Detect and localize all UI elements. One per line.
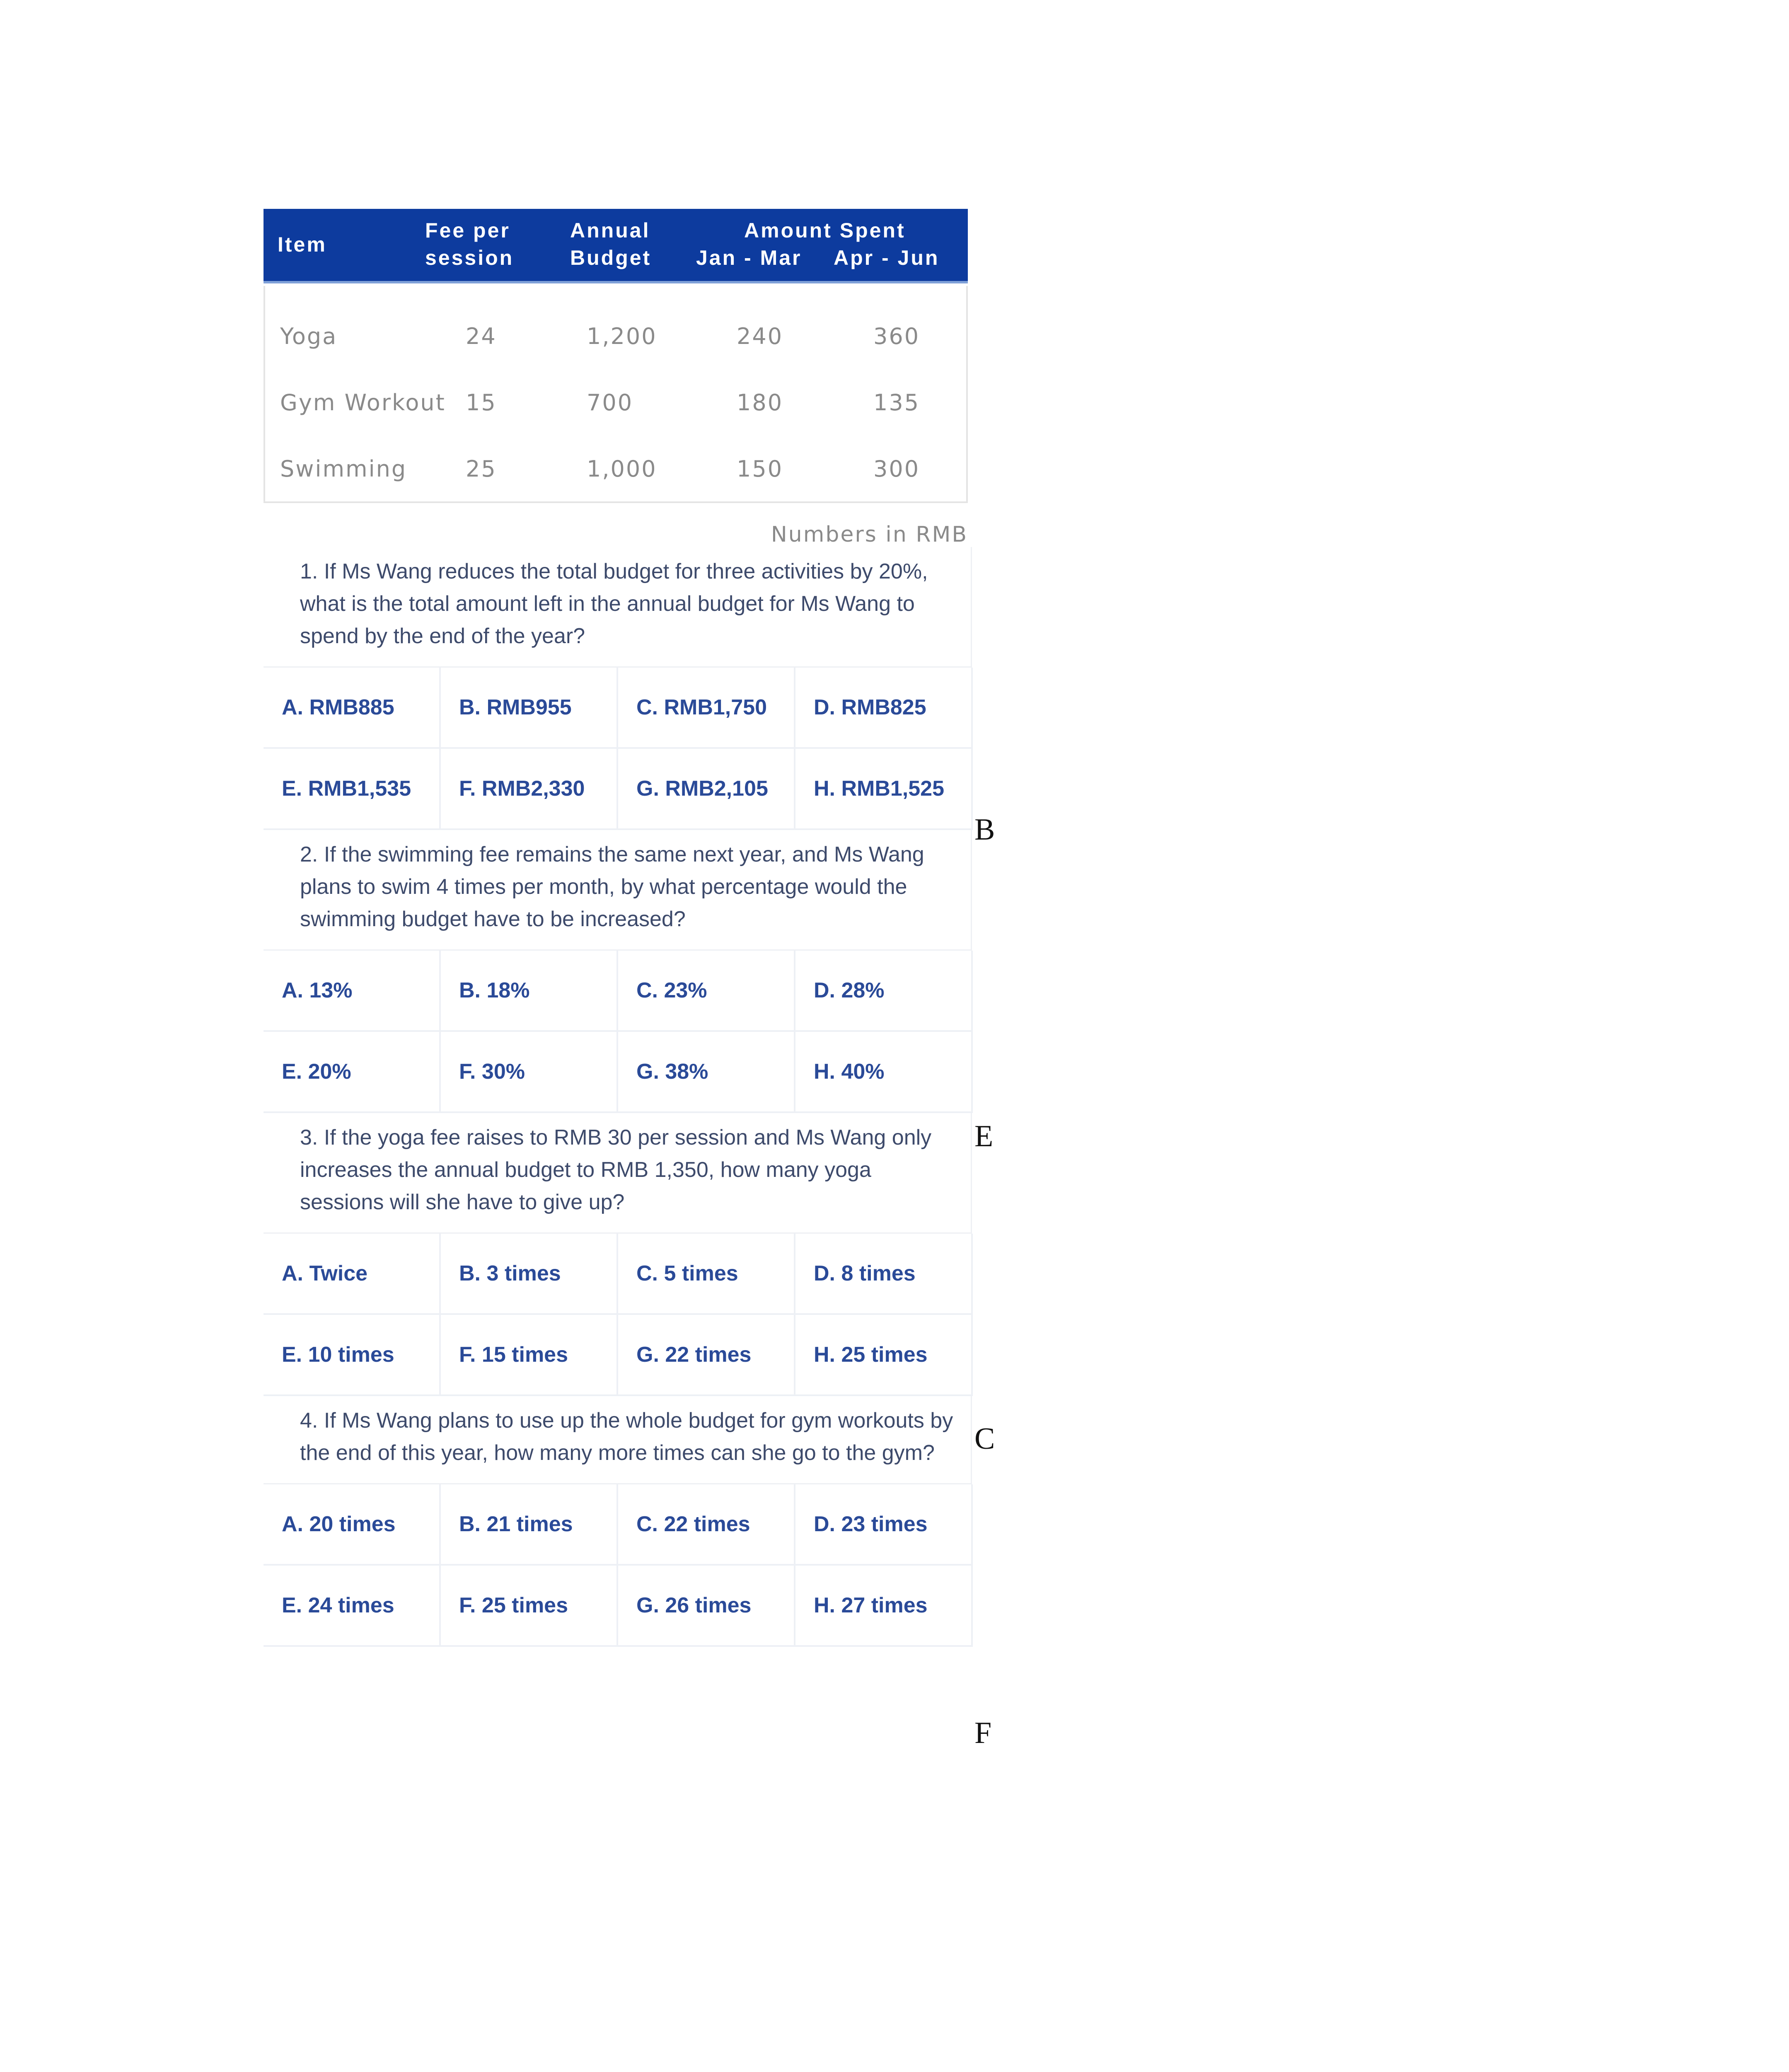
- option-b[interactable]: B. 3 times: [441, 1234, 618, 1315]
- header-apr-jun: Apr - Jun: [834, 246, 940, 269]
- cell-item: Yoga: [280, 323, 338, 349]
- answer-options: [264, 1484, 972, 1647]
- option-c[interactable]: C. 22 times: [618, 1484, 795, 1566]
- table-row: [265, 369, 966, 435]
- question-text: 1. If Ms Wang reduces the total budget for three activities by 20%, what is the total amount left in the annual budget for Ms Wang to spend by the end of the year?: [264, 547, 972, 668]
- cell-fee: 25: [466, 456, 497, 482]
- table-row: [265, 435, 966, 501]
- answer-letter-q3: C: [974, 1422, 995, 1456]
- cell-jan-mar: 180: [737, 390, 783, 416]
- option-e[interactable]: E. 10 times: [264, 1315, 441, 1396]
- cell-apr-jun: 300: [873, 456, 920, 482]
- option-d[interactable]: D. 28%: [795, 951, 973, 1032]
- answer-options: [264, 1234, 972, 1396]
- option-a[interactable]: A. Twice: [264, 1234, 441, 1315]
- answer-letter-q2: E: [974, 1119, 994, 1153]
- units-note: Numbers in RMB: [771, 522, 968, 547]
- answer-options: [264, 951, 972, 1113]
- option-g[interactable]: G. 22 times: [618, 1315, 795, 1396]
- option-c[interactable]: C. 23%: [618, 951, 795, 1032]
- option-h[interactable]: H. 25 times: [795, 1315, 973, 1396]
- answer-options: [264, 668, 972, 830]
- header-budget-line1: Annual: [570, 219, 650, 242]
- option-e[interactable]: E. 24 times: [264, 1566, 441, 1647]
- option-b[interactable]: B. 21 times: [441, 1484, 618, 1566]
- cell-fee: 15: [466, 390, 497, 416]
- option-g[interactable]: G. RMB2,105: [618, 749, 795, 830]
- question-4: [264, 1396, 972, 1647]
- header-jan-mar: Jan - Mar: [696, 246, 802, 269]
- option-d[interactable]: D. 8 times: [795, 1234, 973, 1315]
- cell-jan-mar: 150: [737, 456, 783, 482]
- cell-budget: 1,200: [587, 323, 657, 349]
- option-f[interactable]: F. RMB2,330: [441, 749, 618, 830]
- option-d[interactable]: D. 23 times: [795, 1484, 973, 1566]
- question-text: 4. If Ms Wang plans to use up the whole budget for gym workouts by the end of this year, how many more times can she go to the gym?: [264, 1396, 972, 1484]
- option-g[interactable]: G. 38%: [618, 1032, 795, 1113]
- cell-item: Swimming: [280, 456, 407, 482]
- question-text: 3. If the yoga fee raises to RMB 30 per session and Ms Wang only increases the annual budget to RMB 1,350, how many yoga sessions will she have to give up?: [264, 1113, 972, 1234]
- table-header: [264, 209, 968, 283]
- budget-table: [264, 209, 968, 547]
- worksheet: [264, 209, 968, 1647]
- option-f[interactable]: F. 25 times: [441, 1566, 618, 1647]
- header-item: Item: [278, 233, 327, 256]
- cell-jan-mar: 240: [737, 323, 783, 349]
- cell-fee: 24: [466, 323, 497, 349]
- cell-apr-jun: 360: [873, 323, 920, 349]
- option-b[interactable]: B. 18%: [441, 951, 618, 1032]
- table-body: [264, 286, 968, 503]
- cell-budget: 700: [587, 390, 633, 416]
- question-1: [264, 547, 972, 830]
- option-c[interactable]: C. 5 times: [618, 1234, 795, 1315]
- option-c[interactable]: C. RMB1,750: [618, 668, 795, 749]
- option-f[interactable]: F. 30%: [441, 1032, 618, 1113]
- option-e[interactable]: E. RMB1,535: [264, 749, 441, 830]
- cell-budget: 1,000: [587, 456, 657, 482]
- table-row: [265, 303, 966, 369]
- header-amount-spent: Amount Spent: [744, 219, 906, 242]
- header-budget-line2: Budget: [570, 246, 652, 269]
- question-3: [264, 1113, 972, 1396]
- option-a[interactable]: A. RMB885: [264, 668, 441, 749]
- question-text: 2. If the swimming fee remains the same next year, and Ms Wang plans to swim 4 times per month, by what percentage would the swimming budget have to be increased?: [264, 830, 972, 951]
- option-b[interactable]: B. RMB955: [441, 668, 618, 749]
- header-fee-line2: session: [425, 246, 514, 269]
- header-fee-line1: Fee per: [425, 219, 510, 242]
- option-e[interactable]: E. 20%: [264, 1032, 441, 1113]
- option-h[interactable]: H. 40%: [795, 1032, 973, 1113]
- option-a[interactable]: A. 13%: [264, 951, 441, 1032]
- question-2: [264, 830, 972, 1113]
- answer-letter-q4: F: [974, 1716, 992, 1750]
- answer-letter-q1: B: [974, 813, 995, 847]
- cell-apr-jun: 135: [873, 390, 920, 416]
- option-f[interactable]: F. 15 times: [441, 1315, 618, 1396]
- option-h[interactable]: H. RMB1,525: [795, 749, 973, 830]
- cell-item: Gym Workout: [280, 390, 446, 416]
- option-h[interactable]: H. 27 times: [795, 1566, 973, 1647]
- option-g[interactable]: G. 26 times: [618, 1566, 795, 1647]
- option-a[interactable]: A. 20 times: [264, 1484, 441, 1566]
- option-d[interactable]: D. RMB825: [795, 668, 973, 749]
